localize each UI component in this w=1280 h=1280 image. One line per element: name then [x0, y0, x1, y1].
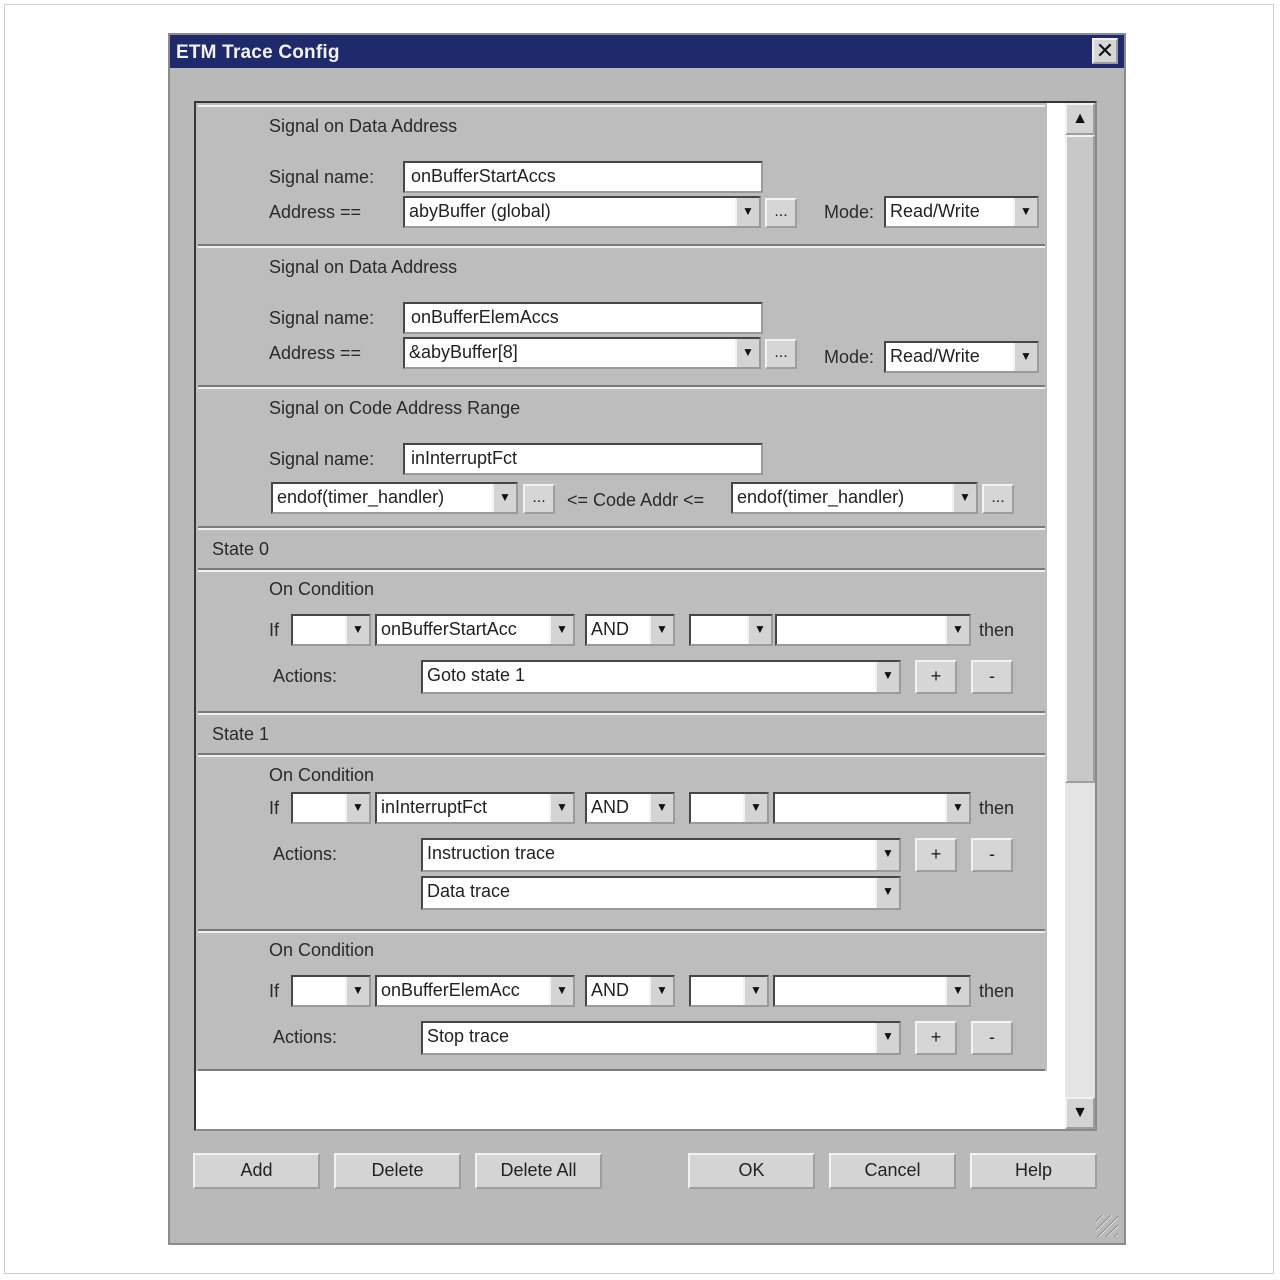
actions-label: Actions: [273, 666, 338, 686]
signal-name-label: Signal name: [269, 308, 375, 328]
add-action-button[interactable]: + [915, 660, 957, 694]
on-condition-panel [198, 931, 1045, 1071]
delete-all-button[interactable]: Delete All [475, 1153, 602, 1189]
condition-signal-value: onBufferStartAcc [381, 619, 517, 639]
then-label: then [979, 981, 1015, 1001]
address-dropdown[interactable] [403, 196, 761, 228]
chevron-down-icon[interactable]: ▼ [875, 1023, 899, 1053]
browse-range-end-button[interactable]: ... [982, 484, 1014, 514]
condition-signal2-dropdown[interactable] [773, 792, 971, 824]
condition-prefix2-dropdown[interactable] [689, 975, 769, 1007]
chevron-down-icon[interactable]: ▼ [649, 794, 673, 822]
chevron-down-icon[interactable]: ▼ [945, 616, 969, 644]
chevron-down-icon[interactable]: ▼ [735, 339, 759, 367]
action-dropdown[interactable] [421, 660, 901, 694]
chevron-down-icon[interactable]: ▼ [743, 794, 767, 822]
mode-value: Read/Write [890, 346, 980, 366]
add-action-button[interactable]: + [915, 838, 957, 872]
condition-header: On Condition [269, 579, 375, 599]
signal-name-input[interactable]: inInterruptFct [403, 443, 763, 475]
if-label: If [269, 620, 280, 640]
resize-grip-icon[interactable] [1096, 1215, 1118, 1237]
condition-signal2-dropdown[interactable] [773, 975, 971, 1007]
condition-signal2-dropdown[interactable] [775, 614, 971, 646]
chevron-down-icon[interactable]: ▼ [649, 616, 673, 644]
browse-address-button[interactable]: ... [765, 339, 797, 369]
panel-header: Signal on Data Address [269, 257, 458, 277]
if-label: If [269, 798, 280, 818]
chevron-down-icon[interactable]: ▼ [747, 616, 771, 644]
condition-prefix-dropdown[interactable] [291, 614, 371, 646]
signal-name-label: Signal name: [269, 167, 375, 187]
signal-name-label: Signal name: [269, 449, 375, 469]
action-value: Goto state 1 [427, 665, 526, 685]
then-label: then [979, 798, 1015, 818]
chevron-down-icon[interactable]: ▼ [945, 794, 969, 822]
condition-operator-dropdown[interactable] [585, 614, 675, 646]
condition-header: On Condition [269, 765, 375, 785]
mode-dropdown[interactable] [884, 341, 1039, 373]
help-button[interactable]: Help [970, 1153, 1097, 1189]
condition-operator-dropdown[interactable] [585, 975, 675, 1007]
state-title: State 1 [212, 724, 270, 744]
address-label: Address == [269, 343, 362, 363]
condition-prefix2-dropdown[interactable] [689, 792, 769, 824]
action-value: Stop trace [427, 1026, 510, 1046]
chevron-down-icon[interactable]: ▼ [345, 977, 369, 1005]
action-value: Instruction trace [427, 843, 556, 863]
on-condition-panel [198, 755, 1045, 931]
chevron-down-icon[interactable]: ▼ [952, 484, 976, 512]
add-button[interactable]: Add [193, 1153, 320, 1189]
code-addr-label: <= Code Addr <= [567, 490, 705, 510]
mode-label: Mode: [824, 347, 875, 367]
actions-label: Actions: [273, 844, 338, 864]
signal-name-input[interactable]: onBufferStartAccs [403, 161, 763, 193]
ok-button[interactable]: OK [688, 1153, 815, 1189]
condition-signal-dropdown[interactable] [375, 614, 575, 646]
actions-label: Actions: [273, 1027, 338, 1047]
scroll-down-icon[interactable]: ▼ [1065, 1097, 1095, 1129]
browse-address-button[interactable]: ... [765, 198, 797, 228]
add-action-button[interactable]: + [915, 1021, 957, 1055]
remove-action-button[interactable]: - [971, 838, 1013, 872]
on-condition-panel [198, 570, 1045, 713]
condition-operator-dropdown[interactable] [585, 792, 675, 824]
chevron-down-icon[interactable]: ▼ [945, 977, 969, 1005]
delete-button[interactable]: Delete [334, 1153, 461, 1189]
address-label: Address == [269, 202, 362, 222]
signal-name-input[interactable]: onBufferElemAccs [403, 302, 763, 334]
scrollbar-thumb[interactable] [1065, 135, 1095, 783]
state-header[interactable] [198, 713, 1045, 755]
chevron-down-icon[interactable]: ▼ [549, 616, 573, 644]
action-dropdown[interactable] [421, 876, 901, 910]
mode-value: Read/Write [890, 201, 980, 221]
chevron-down-icon[interactable]: ▼ [549, 977, 573, 1005]
state-header[interactable] [198, 528, 1045, 570]
chevron-down-icon[interactable]: ▼ [549, 794, 573, 822]
range-start-dropdown[interactable] [271, 482, 518, 514]
state-title: State 0 [212, 539, 270, 559]
signal-data-address-panel-1 [198, 105, 1045, 246]
panel-header: Signal on Code Address Range [269, 398, 521, 418]
config-content [196, 103, 1047, 1071]
condition-operator-value: AND [591, 797, 630, 817]
chevron-down-icon[interactable]: ▼ [345, 794, 369, 822]
scroll-up-icon[interactable]: ▲ [1065, 103, 1095, 135]
cancel-button[interactable]: Cancel [829, 1153, 956, 1189]
signal-code-address-range-panel [198, 387, 1045, 528]
chevron-down-icon[interactable]: ▼ [649, 977, 673, 1005]
mode-label: Mode: [824, 202, 875, 222]
action-dropdown[interactable] [421, 838, 901, 872]
chevron-down-icon[interactable]: ▼ [1013, 198, 1037, 226]
chevron-down-icon[interactable]: ▼ [492, 484, 516, 512]
condition-signal-dropdown[interactable] [375, 792, 575, 824]
action-dropdown[interactable] [421, 1021, 901, 1055]
chevron-down-icon[interactable]: ▼ [875, 840, 899, 870]
config-scroll-area[interactable] [194, 101, 1097, 1131]
remove-action-button[interactable]: - [971, 660, 1013, 694]
condition-operator-value: AND [591, 980, 630, 1000]
close-button[interactable]: ✕ [1092, 38, 1118, 64]
range-end-value: endof(timer_handler) [737, 487, 905, 507]
chevron-down-icon[interactable]: ▼ [1013, 343, 1037, 371]
window-title: ETM Trace Config [176, 42, 340, 63]
action-value: Data trace [427, 881, 511, 901]
condition-header: On Condition [269, 940, 375, 960]
condition-signal-value: inInterruptFct [381, 797, 488, 817]
condition-operator-value: AND [591, 619, 630, 639]
chevron-down-icon[interactable]: ▼ [345, 616, 369, 644]
condition-prefix-dropdown[interactable] [291, 792, 371, 824]
then-label: then [979, 620, 1015, 640]
condition-prefix-dropdown[interactable] [291, 975, 371, 1007]
range-end-dropdown[interactable] [731, 482, 978, 514]
address-dropdown[interactable] [403, 337, 761, 369]
chevron-down-icon[interactable]: ▼ [735, 198, 759, 226]
address-value: abyBuffer (global) [409, 201, 551, 221]
address-value: &abyBuffer[8] [409, 342, 518, 362]
vertical-scrollbar[interactable] [1065, 103, 1095, 1129]
title-bar[interactable] [170, 35, 1124, 68]
condition-signal-value: onBufferElemAcc [381, 980, 520, 1000]
if-label: If [269, 981, 280, 1001]
panel-header: Signal on Data Address [269, 116, 458, 136]
condition-signal-dropdown[interactable] [375, 975, 575, 1007]
chevron-down-icon[interactable]: ▼ [875, 878, 899, 908]
condition-prefix2-dropdown[interactable] [689, 614, 773, 646]
range-start-value: endof(timer_handler) [277, 487, 445, 507]
remove-action-button[interactable]: - [971, 1021, 1013, 1055]
browse-range-start-button[interactable]: ... [523, 484, 555, 514]
mode-dropdown[interactable] [884, 196, 1039, 228]
chevron-down-icon[interactable]: ▼ [875, 662, 899, 692]
chevron-down-icon[interactable]: ▼ [743, 977, 767, 1005]
signal-data-address-panel-2 [198, 246, 1045, 387]
